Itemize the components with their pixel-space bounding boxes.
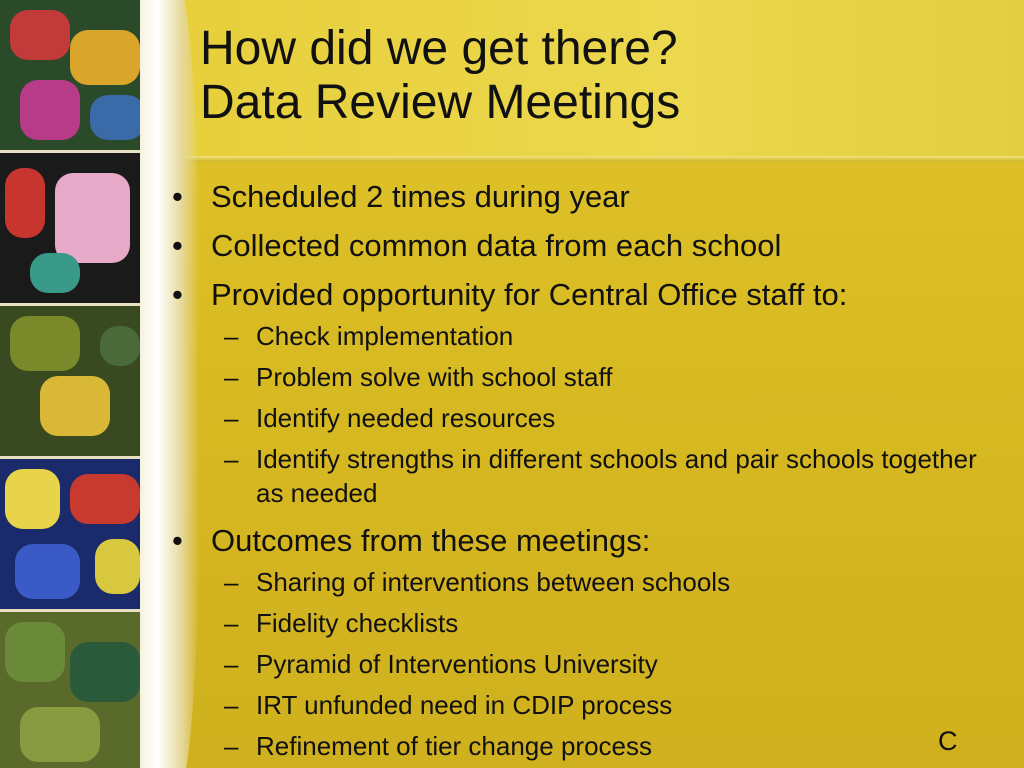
dash-marker: –: [224, 608, 239, 638]
bullet-list: [168, 178, 998, 764]
title-line-2: Data Review Meetings: [200, 76, 681, 129]
sub-bullet-text: Sharing of interventions between schools: [256, 567, 731, 597]
puzzle-photo-tile: [0, 612, 160, 768]
dash-marker: –: [224, 362, 239, 392]
sub-bullet-text: Fidelity checklists: [256, 608, 459, 638]
dash-marker: –: [224, 403, 239, 433]
dash-marker: –: [224, 321, 239, 351]
sub-bullet-item: [168, 401, 998, 436]
corner-marker: C: [938, 726, 958, 756]
bullet-item: • Scheduled 2 times during year: [168, 178, 998, 215]
sub-bullet-text: IRT unfunded need in CDIP process: [256, 690, 673, 720]
sub-bullet-text: Check implementation: [256, 321, 514, 351]
sub-bullet-item: [168, 319, 998, 354]
bullet-item: • Collected common data from each school: [168, 227, 998, 264]
sub-bullet-text: Refinement of tier change process: [256, 731, 652, 761]
puzzle-photo-strip: [0, 0, 160, 768]
bullet-item: • Provided opportunity for Central Office staff to:: [168, 276, 998, 313]
sub-bullet-item: [168, 442, 998, 510]
sub-bullet-text: Pyramid of Interventions University: [256, 649, 658, 679]
sub-bullet-item: [168, 688, 998, 723]
slide-title: [200, 22, 680, 130]
sub-bullet-text: Identify needed resources: [256, 403, 556, 433]
bullet-group: [168, 276, 998, 510]
puzzle-photo-tile: [0, 0, 160, 153]
slide-body: [168, 166, 998, 764]
sub-bullet-text: Identify strengths in different schools and pair schools together as needed: [256, 444, 977, 508]
sub-bullet-item: [168, 565, 998, 600]
sub-bullet-item: [168, 606, 998, 641]
title-divider: [160, 156, 1024, 162]
bullet-group: [168, 522, 998, 764]
sub-bullet-list: [168, 319, 998, 510]
dash-marker: –: [224, 567, 239, 597]
dash-marker: –: [224, 690, 239, 720]
dash-marker: –: [224, 649, 239, 679]
sub-bullet-item: [168, 647, 998, 682]
sub-bullet-text: Problem solve with school staff: [256, 362, 613, 392]
dash-marker: –: [224, 731, 239, 761]
bullet-item: • Outcomes from these meetings:: [168, 522, 998, 559]
sub-bullet-list: [168, 565, 998, 764]
puzzle-photo-tile: [0, 153, 160, 306]
dash-marker: –: [224, 444, 239, 474]
puzzle-photo-tile: [0, 459, 160, 612]
puzzle-photo-tile: [0, 306, 160, 459]
title-line-1: How did we get there?: [200, 22, 678, 75]
sub-bullet-item: [168, 360, 998, 395]
sub-bullet-item: [168, 729, 998, 764]
